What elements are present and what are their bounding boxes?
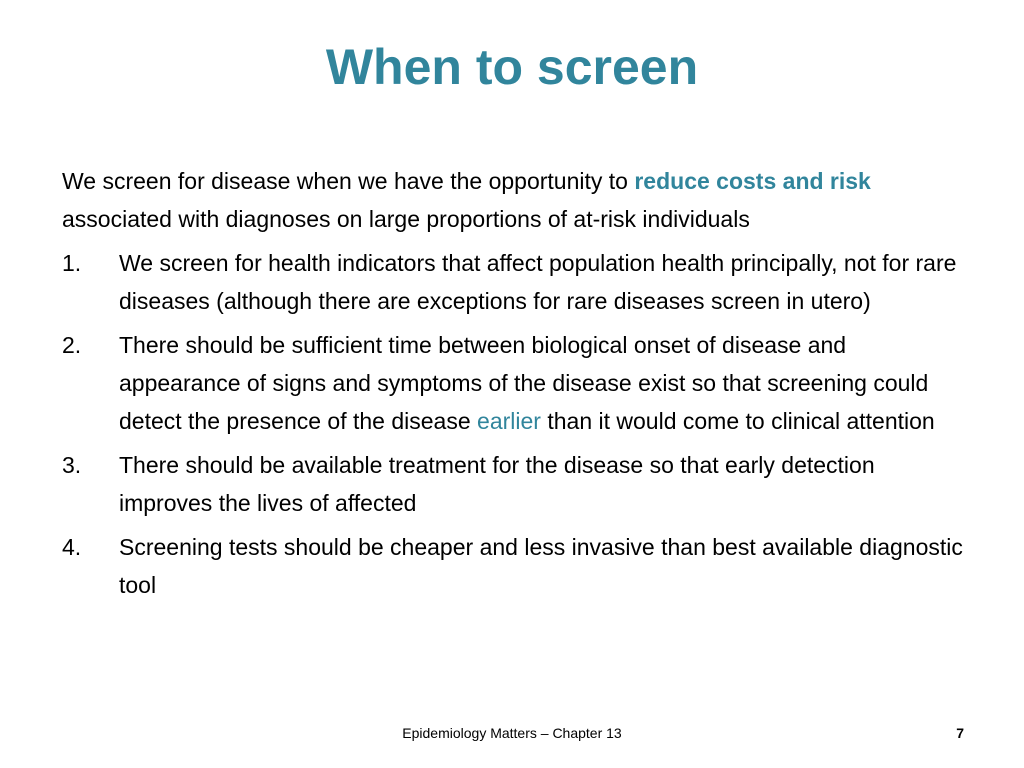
page-number: 7 — [956, 725, 964, 741]
list-item-text: There should be available treatment for the disease so that early detection improves the lives of affected — [119, 452, 875, 516]
list-item-text-end: than it would come to clinical attention — [540, 408, 935, 434]
intro-highlight: reduce costs and risk — [634, 168, 871, 194]
list-item — [62, 446, 972, 522]
list-item-number: 4. — [62, 534, 82, 560]
intro-text-start: We screen for disease when we have the opportunity to — [62, 168, 635, 194]
slide-footer: Epidemiology Matters – Chapter 13 — [402, 725, 622, 741]
list-item-number: 1. — [62, 250, 82, 276]
criteria-list — [62, 244, 972, 604]
intro-paragraph — [62, 162, 972, 238]
list-item — [62, 326, 972, 440]
slide-title: When to screen — [325, 39, 699, 95]
list-item-text-start: There should be sufficient time between biological onset of disease and appearance of signs and symptoms of the disease exist so that screening could detect the presence of the disease — [119, 332, 929, 434]
list-item-number: 3. — [62, 452, 82, 478]
list-item-highlight: earlier — [477, 408, 541, 434]
list-item — [62, 244, 972, 320]
slide-body — [62, 162, 972, 610]
intro-text-end: associated with diagnoses on large proportions of at-risk individuals — [62, 206, 750, 232]
list-item-number: 2. — [62, 332, 82, 358]
list-item — [62, 528, 972, 604]
list-item-text: Screening tests should be cheaper and less invasive than best available diagnostic tool — [119, 534, 963, 598]
list-item-text: We screen for health indicators that affect population health principally, not for rare diseases (although there are exceptions for rare diseases screen in utero) — [119, 250, 957, 314]
